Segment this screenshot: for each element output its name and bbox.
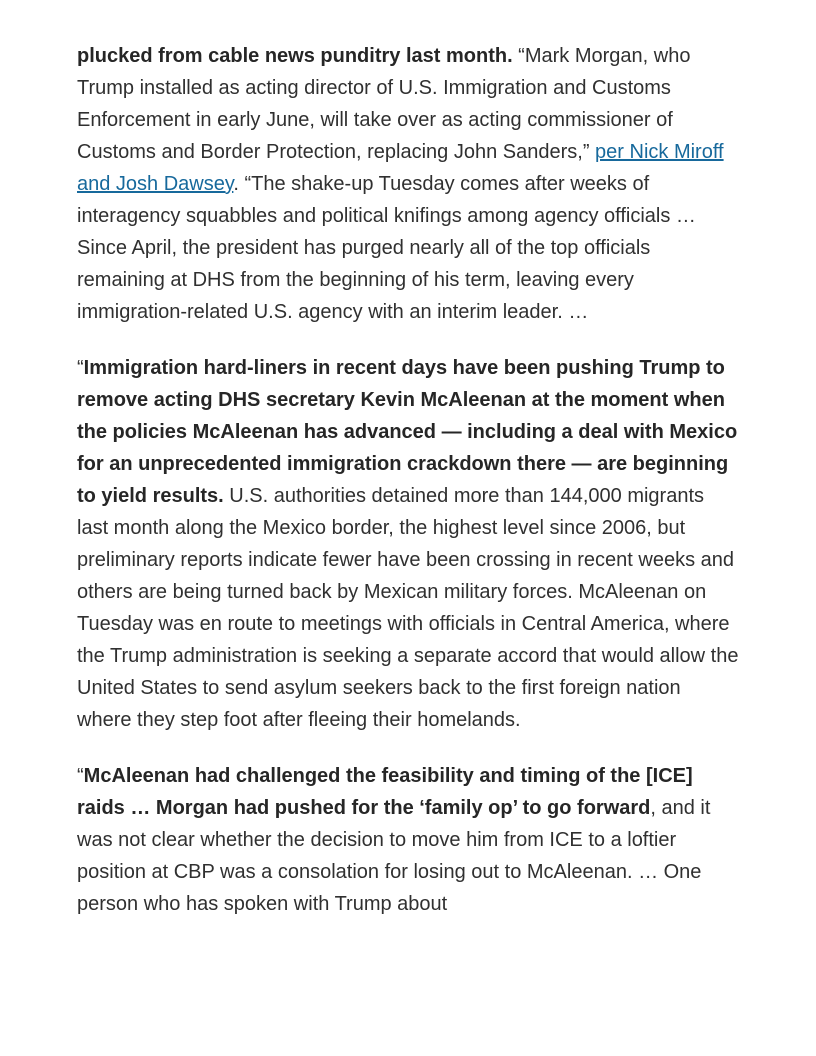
paragraph [77,40,740,328]
paragraph [77,760,740,920]
text-run: U.S. authorities detained more than 144,000 migrants last month along the Mexico border, the highest level since 2006, but preliminary reports indicate fewer have been crossing in recent weeks and others are being turned back by Mexican military forces. McAleenan on Tuesday was en route to meetings with officials in Central America, where the Trump administration is seeking a separate accord that would allow the United States to send asylum seekers back to the first foreign nation where they step foot after fleeing their homelands. [77,485,739,731]
bold-text-run: Immigration hard-liners in recent days have been pushing Trump to remove acting DHS secretary Kevin McAleenan at the moment when the policies McAleenan has advanced — including a deal with Mexico for an unprecedented immigration crackdown there — are beginning to yield results. [77,357,738,507]
paragraph [77,352,740,736]
bold-text-run: plucked from cable news punditry last month. [77,45,513,67]
text-run: , and it was not clear whether the decision to move him from ICE to a loftier position at CBP was a consolation for losing out to McAleenan. … One person who has spoken with Trump about [77,797,711,915]
article-body [77,40,740,920]
text-run: . “The shake-up Tuesday comes after weeks of interagency squabbles and political knifings among agency officials … Since April, the president has purged nearly all of the top officials remaining at DHS from the beginning of his term, leaving every immigration-related U.S. agency with an interim leader. … [77,173,696,323]
text-run: “ [77,765,84,787]
text-run: “ [77,357,84,379]
article-inline-link[interactable]: per Nick Miroff and Josh Dawsey [77,141,724,195]
bold-text-run: McAleenan had challenged the feasibility and timing of the [ICE] raids … Morgan had pushed for the ‘family op’ to go forward [77,765,693,819]
text-run: “Mark Morgan, who Trump installed as acting director of U.S. Immigration and Customs Enforcement in early June, will take over as acting commissioner of Customs and Border Protection, replacing John Sanders,” [77,45,691,163]
